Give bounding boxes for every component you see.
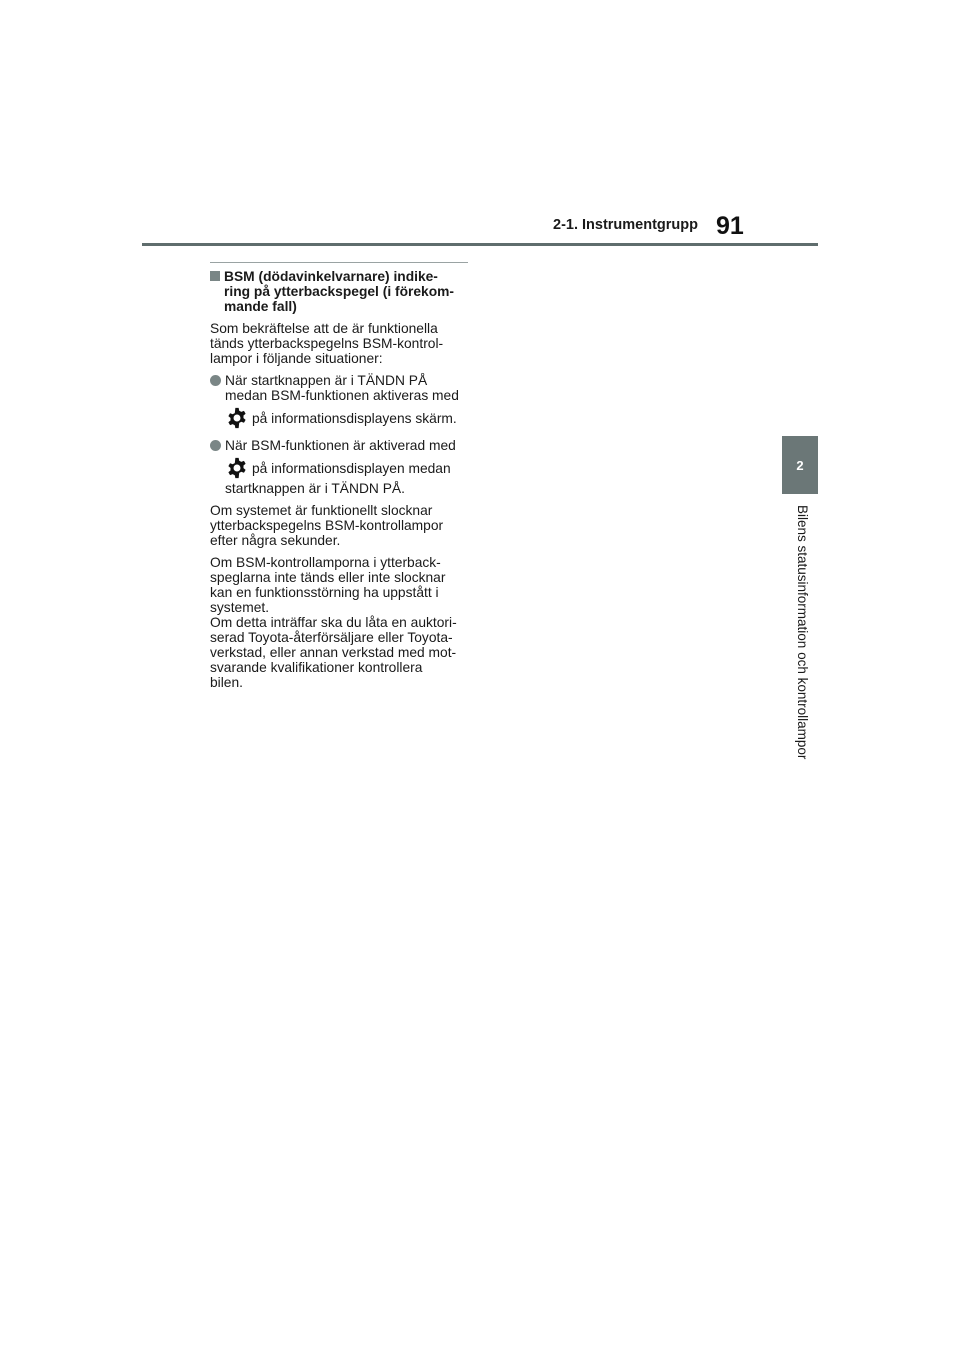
page-number: 91 — [716, 212, 744, 240]
heading-text — [224, 269, 454, 314]
bullet-body: När BSM-funktionen är aktiverad med på informationsdisplayen medan startknappen är i TÄNDN PÅ. — [225, 438, 468, 496]
malfunction-paragraph: Om BSM-kontrollamporna i ytterback- speglarna inte tänds eller inte slocknar kan en funktionsstörning ha uppstått i systemet. Om detta inträffar ska du låta en auktori- serad Toyota-återförsäljare eller Toyota- verkstad, eller annan verkstad med mot- svarande kvalifikationer kontrollera bilen. — [210, 555, 457, 690]
heading-line: ring på ytterbackspegel (i förekom- — [224, 284, 455, 299]
icon-line: på informationsdisplayens skärm. — [225, 407, 468, 429]
section-rule — [210, 262, 468, 263]
section-heading — [210, 269, 468, 314]
bullet-dot-icon — [210, 440, 221, 451]
gear-icon — [226, 457, 248, 479]
main-content — [210, 262, 468, 697]
chapter-title: Bilens statusinformation och kontrollampor — [795, 505, 810, 760]
chapter-tab: 2 — [782, 436, 818, 494]
heading-line: BSM (dödavinkelvarnare) indike- — [224, 269, 438, 284]
bullet-dot-icon — [210, 375, 221, 386]
header-rule — [142, 243, 818, 246]
icon-line: på informationsdisplayen medan — [225, 457, 468, 479]
bullet-body: När startknappen är i TÄNDN PÅ medan BSM-funktionen aktiveras med på informationsdisplayens skärm. — [225, 373, 468, 431]
header-section-title: 2-1. Instrumentgrupp — [553, 217, 699, 233]
bullet-item — [210, 373, 468, 431]
heading-line: mande fall) — [224, 299, 297, 314]
gear-icon — [226, 407, 248, 429]
status-paragraph: Om systemet är funktionellt slocknar ytterbackspegelns BSM-kontrollampor efter några sekunder. — [210, 503, 444, 548]
heading-marker-icon — [210, 271, 220, 281]
intro-paragraph: Som bekräftelse att de är funktionella tänds ytterbackspegelns BSM-kontrol- lampor i följande situationer: — [210, 321, 444, 366]
bullet-item — [210, 438, 468, 496]
